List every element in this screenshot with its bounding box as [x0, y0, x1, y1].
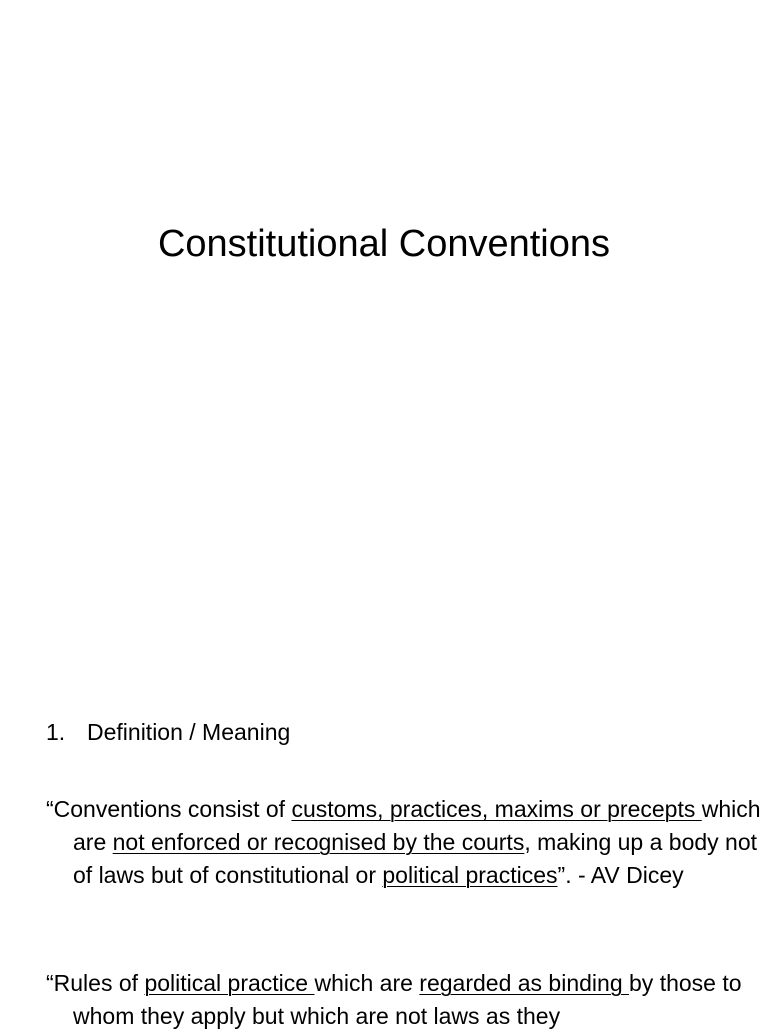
section-label: Definition / Meaning	[87, 719, 291, 745]
quote1-open: “Conventions consist of	[46, 796, 292, 822]
quote2-underlined-political-practice: political practice	[144, 970, 315, 996]
slide-title: Constitutional Conventions	[157, 223, 611, 265]
quote1-underlined-not-enforced: not enforced or recognised by the courts	[112, 829, 525, 855]
quote1-underlined-political-practices: political practices	[382, 862, 558, 888]
quote1-text2: , making up a body not of laws but of constitutional or	[73, 829, 758, 888]
quote2-underlined-binding: regarded as binding	[419, 970, 630, 996]
quote1-underlined-customs: customs, practices, maxims or precepts	[291, 796, 702, 822]
rules-quote	[46, 967, 763, 1033]
quote1-close: ”. - AV Dicey	[557, 862, 684, 888]
section-number: 1.	[46, 719, 66, 745]
section-heading	[46, 716, 290, 748]
quote1-text1: which are	[73, 796, 761, 855]
dicey-quote	[46, 793, 763, 892]
quote2-text2: by those to whom they apply but which are not laws as they	[73, 970, 742, 1029]
quote2-open: “Rules of	[46, 970, 145, 996]
quote2-text1: which are	[314, 970, 420, 996]
